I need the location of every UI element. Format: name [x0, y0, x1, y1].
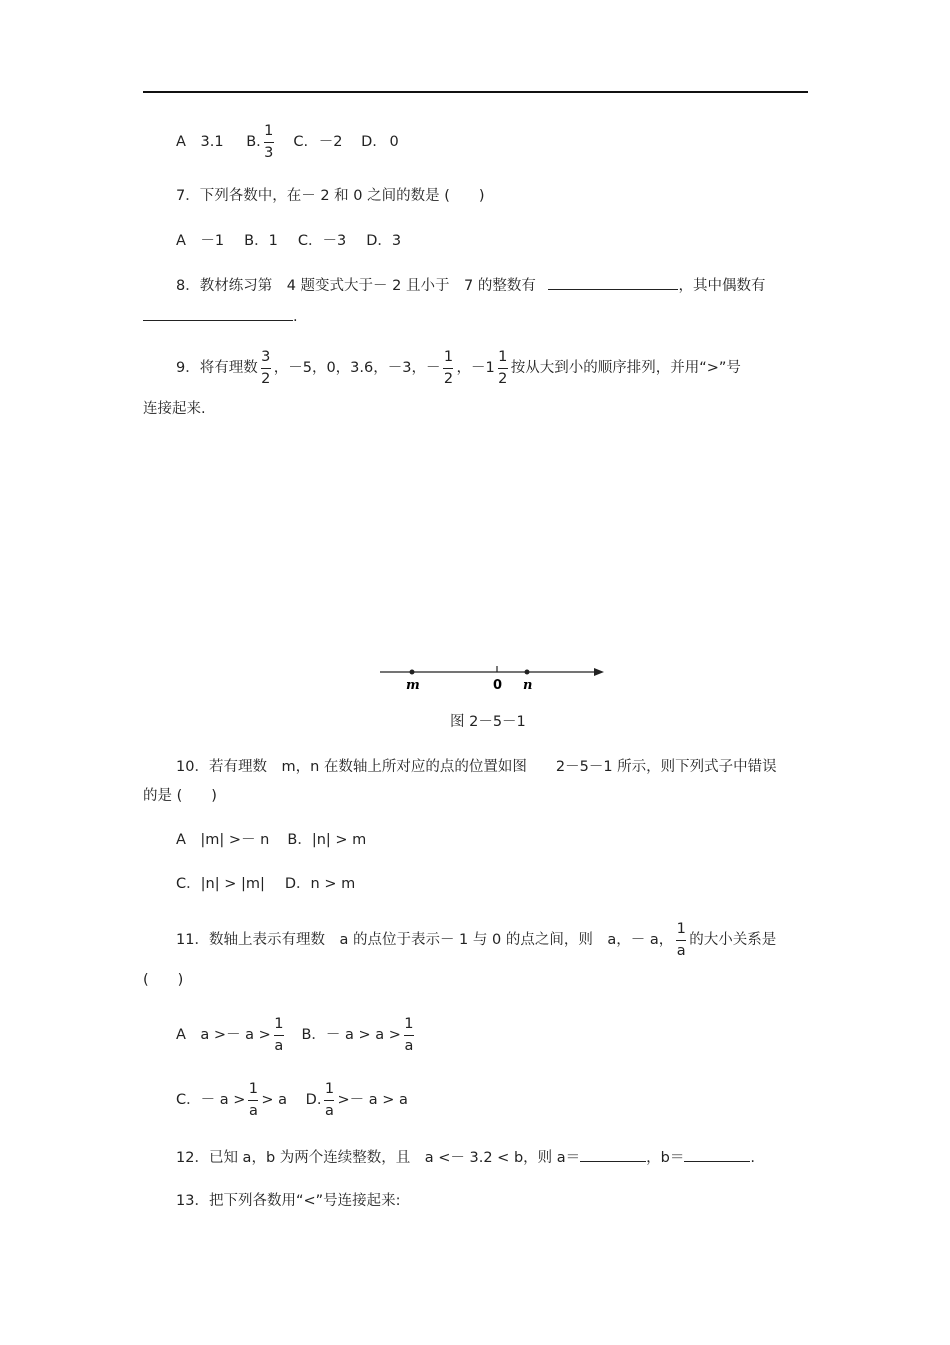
q11-stem-part-b: 的大小关系是 — [689, 932, 777, 948]
q6-option-a-value: 3.1 — [200, 134, 224, 150]
header-rule — [143, 91, 808, 93]
q7-options — [176, 231, 401, 251]
fraction-denominator: a — [248, 1103, 258, 1119]
q7-option-a: A －1 — [176, 233, 225, 249]
q7-stem: 7．下列各数中，在－ 2 和 0 之间的数是 ( ) — [176, 188, 485, 204]
q11-option-d-fraction — [323, 1080, 335, 1120]
q10-option-a: A |m| >－ n — [176, 832, 270, 848]
answer-blank-b[interactable] — [684, 1147, 750, 1162]
answer-blank[interactable] — [548, 275, 678, 290]
fraction-bar — [261, 368, 271, 369]
fraction-denominator: 2 — [498, 371, 508, 387]
q9-suffix: 按从大到小的顺序排列，并用“>”号 — [510, 360, 741, 376]
q11-options-row-1 — [176, 1015, 417, 1055]
fraction-numerator: 3 — [261, 349, 271, 365]
label-n: n — [523, 678, 533, 693]
q8-continued — [143, 306, 298, 327]
q7-option-b: B．1 — [244, 233, 278, 249]
q11-option-c-fraction — [247, 1080, 259, 1120]
fraction-bar — [498, 368, 508, 369]
q9-fraction-3-2 — [260, 348, 272, 388]
q6-option-c-value: －2 — [318, 134, 343, 150]
q8-stem-part-a: 8．教材练习第 4 题变式大于－ 2 且小于 7 的整数有 — [176, 278, 536, 294]
q10-options-row-2 — [176, 874, 355, 894]
q10-option-d: D．n > m — [284, 876, 356, 892]
q11-options-row-2 — [176, 1080, 408, 1120]
q10-option-b: B．|n| > m — [287, 832, 367, 848]
fraction-bar — [324, 1100, 334, 1101]
fraction-numerator: 1 — [404, 1016, 414, 1032]
q7-option-d: D．3 — [366, 233, 402, 249]
answer-blank[interactable] — [143, 306, 293, 321]
q6-option-c-label: C. — [293, 134, 309, 150]
q11-option-a-text: A a >－ a > — [176, 1027, 271, 1043]
fraction-denominator: a — [274, 1038, 284, 1054]
fraction-denominator: 3 — [264, 145, 274, 161]
q6-option-b-fraction — [263, 122, 275, 162]
q9-mixed-fraction — [497, 348, 509, 388]
point-n — [525, 670, 530, 675]
number-line-figure — [378, 660, 608, 696]
fraction-bar — [404, 1035, 414, 1036]
fraction-denominator: 2 — [443, 371, 454, 387]
q12-stem — [176, 1147, 755, 1168]
label-0: 0 — [493, 678, 503, 693]
q6-option-d-label: D. — [361, 134, 377, 150]
q8-stem-part-b: ，其中偶数有 — [678, 278, 766, 294]
q11-option-d-label: D. — [305, 1092, 322, 1108]
label-m: m — [406, 678, 420, 693]
q11-option-b-text: B．－ a > a > — [301, 1027, 401, 1043]
fraction-denominator: a — [404, 1038, 414, 1054]
fraction-denominator: 2 — [261, 371, 271, 387]
q10-options-row-1 — [176, 830, 366, 850]
q10-option-c: C．|n| > |m| — [176, 876, 265, 892]
fraction-bar — [274, 1035, 284, 1036]
q7-option-c: C．－3 — [297, 233, 347, 249]
number-line-arrow — [594, 668, 604, 676]
q9-line-2: 连接起来. — [143, 401, 206, 417]
fraction-bar — [264, 142, 274, 143]
q10-stem-2: 的是 ( ) — [143, 788, 217, 804]
answer-blank-a[interactable] — [580, 1147, 646, 1162]
q11-option-b-fraction — [403, 1015, 415, 1055]
fraction-bar — [248, 1100, 258, 1101]
fraction-numerator: 1 — [498, 349, 508, 365]
q6-option-a-label: A — [176, 134, 186, 150]
q10-stem: 10．若有理数 m，n 在数轴上所对应的点的位置如图 2－5－1 所示，则下列式子中错误 — [176, 759, 777, 775]
fraction-numerator: 1 — [248, 1081, 258, 1097]
fraction-numerator: 1 — [676, 921, 686, 937]
fraction-numerator: 1 — [274, 1016, 284, 1032]
fraction-numerator: 1 — [324, 1081, 335, 1097]
q12-stem-part-b: ，b＝ — [646, 1150, 685, 1166]
q9-stem — [176, 348, 741, 388]
fraction-numerator: 1 — [264, 123, 274, 139]
q13-stem: 13．把下列各数用“<”号连接起来: — [176, 1193, 401, 1209]
q6-options — [176, 122, 399, 162]
q8-end-period: . — [293, 309, 298, 325]
fraction-bar — [676, 940, 686, 941]
figure-caption: 图 2－5－1 — [450, 714, 526, 730]
point-m — [410, 670, 415, 675]
q9-prefix: 9．将有理数 — [176, 360, 258, 376]
q9-fraction-1-2 — [442, 348, 454, 388]
q11-stem-part-a: 11．数轴上表示有理数 a 的点位于表示－ 1 与 0 的点之间，则 a，－ a， — [176, 932, 674, 948]
q9-middle-1: ，－5，0，3.6，－3，－ — [273, 360, 441, 376]
fraction-denominator: a — [676, 943, 686, 959]
q11-stem — [176, 920, 776, 960]
q12-end-period: . — [750, 1150, 755, 1166]
q8-stem — [176, 275, 765, 296]
q11-fraction-1-a — [675, 920, 687, 960]
q11-option-a-fraction — [273, 1015, 285, 1055]
fraction-denominator: a — [324, 1103, 334, 1119]
fraction-bar — [443, 368, 453, 369]
q6-option-b-label: B. — [246, 134, 261, 150]
fraction-numerator: 1 — [443, 349, 454, 365]
q11-option-c-text: C．－ a > — [176, 1092, 246, 1108]
q12-stem-part-a: 12．已知 a，b 为两个连续整数，且 a <－ 3.2 < b，则 a＝ — [176, 1150, 581, 1166]
q11-option-d-tail: >－ a > a — [337, 1092, 408, 1108]
q6-option-d-value: 0 — [389, 134, 399, 150]
q11-stem-2: ( ) — [143, 972, 184, 988]
q11-option-c-tail: > a — [261, 1092, 288, 1108]
q9-middle-2: ，－1 — [456, 360, 495, 376]
